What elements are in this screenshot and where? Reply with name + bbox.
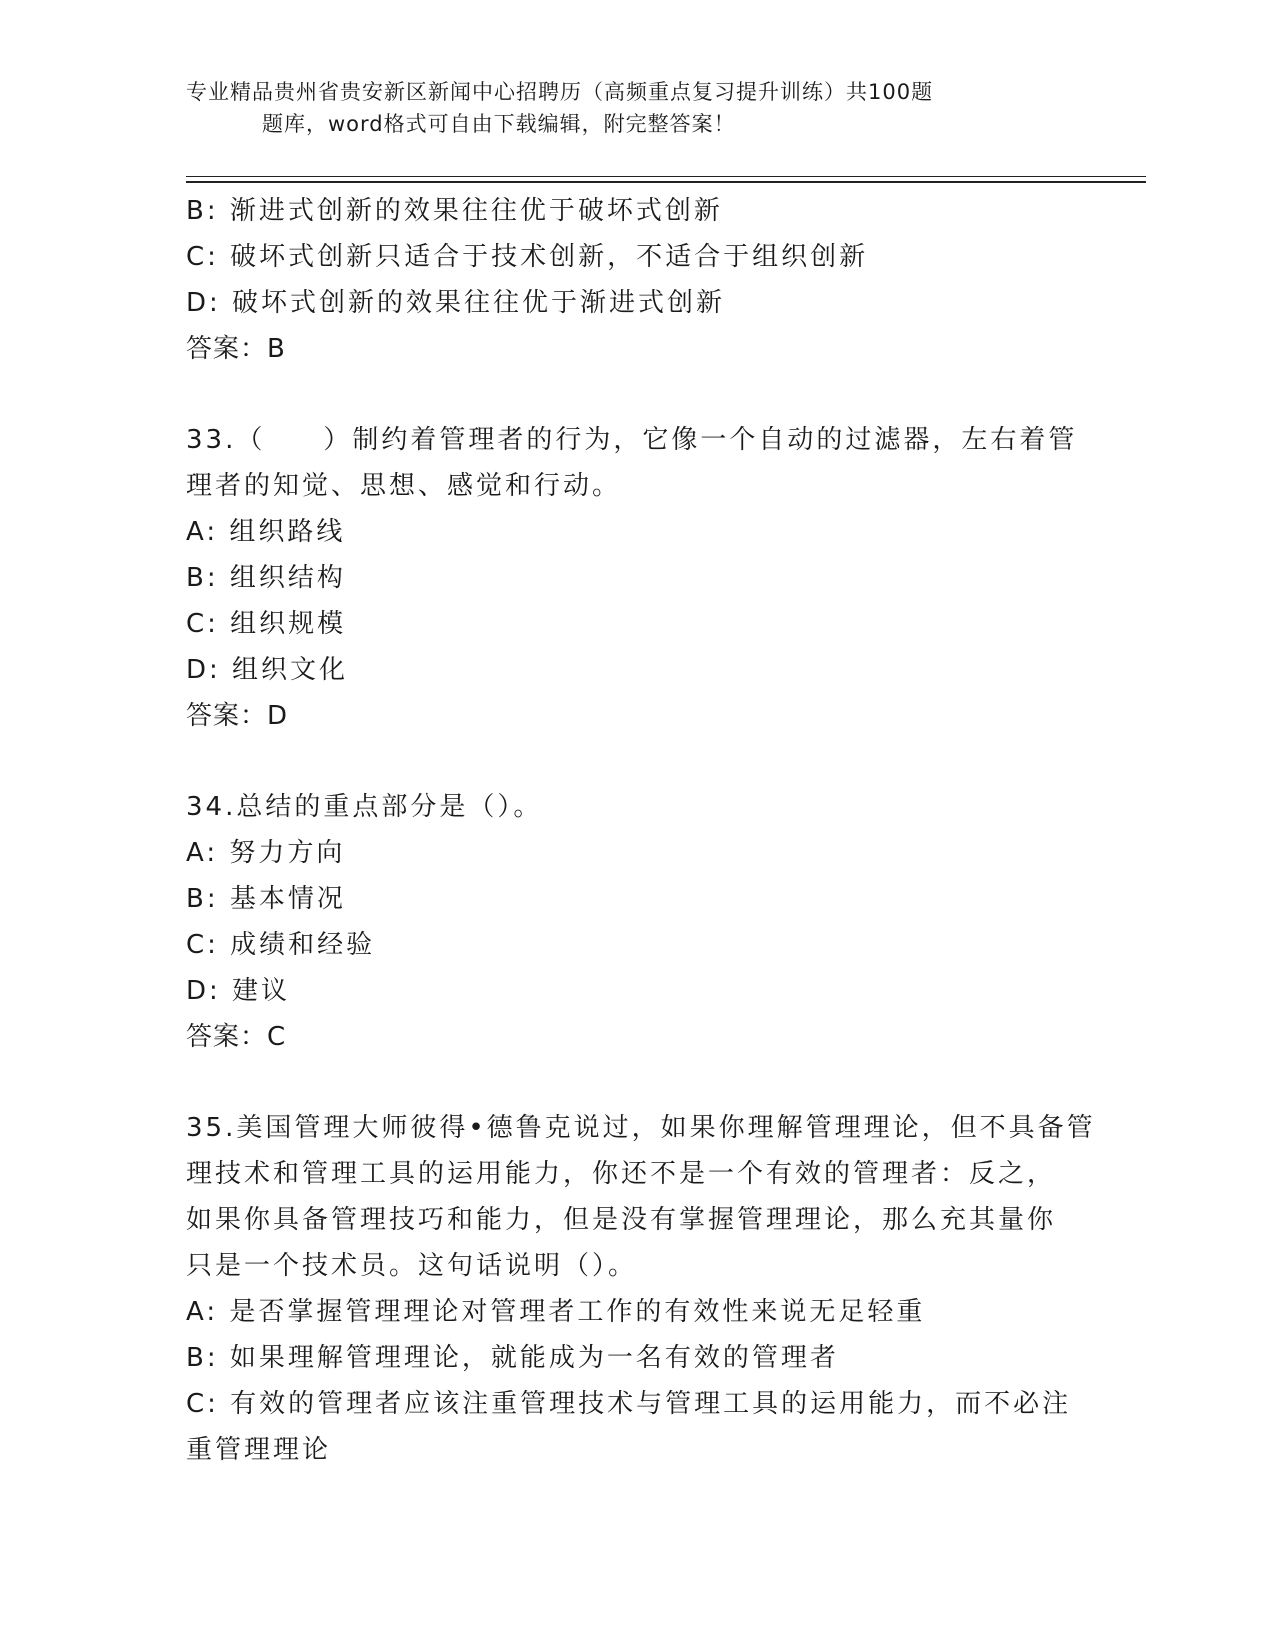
question-34 [186, 784, 1086, 1060]
question-32 [186, 188, 1086, 372]
question-stem-line: 理技术和管理工具的运用能力，你还不是一个有效的管理者：反之， [186, 1159, 1057, 1189]
answer: 答案：D [186, 701, 289, 731]
question-list [186, 188, 1096, 1473]
header-rule-thin [186, 176, 1146, 177]
header-rule-thick [186, 181, 1146, 183]
option-d: D: 组织文化 [186, 655, 349, 685]
header-title-line-1: 专业精品贵州省贵安新区新闻中心招聘历（高频重点复习提升训练）共100题 [186, 80, 934, 104]
question-stem-line: 理者的知觉、思想、感觉和行动。 [186, 471, 622, 501]
spacer [186, 1060, 1086, 1105]
question-stem-line: 如果你具备管理技巧和能力，但是没有掌握管理理论，那么充其量你 [186, 1205, 1057, 1235]
option-c: C: 破坏式创新只适合于技术创新，不适合于组织创新 [186, 242, 869, 272]
question-stem-line: 34.总结的重点部分是（）。 [186, 792, 543, 822]
option-d: D: 建议 [186, 976, 291, 1006]
spacer [186, 739, 1086, 784]
spacer [186, 372, 1086, 417]
option-a: A: 是否掌握管理理论对管理者工作的有效性来说无足轻重 [186, 1297, 926, 1327]
option-a: A: 努力方向 [186, 838, 346, 868]
option-d: D: 破坏式创新的效果往往优于渐进式创新 [186, 288, 726, 318]
answer: 答案：C [186, 1022, 287, 1052]
option-b: B: 基本情况 [186, 884, 346, 914]
option-b: B: 如果理解管理理论，就能成为一名有效的管理者 [186, 1343, 839, 1373]
answer: 答案：B [186, 334, 286, 364]
document-header [186, 76, 1086, 140]
option-c: C: 组织规模 [186, 609, 347, 639]
option-c: C: 有效的管理者应该注重管理技术与管理工具的运用能力，而不必注 [186, 1389, 1072, 1419]
option-c-continued: 重管理理论 [186, 1435, 332, 1465]
question-stem-line: 33.（ ）制约着管理者的行为，它像一个自动的过滤器，左右着管 [186, 425, 1078, 455]
question-35 [186, 1105, 1096, 1473]
option-b: B: 组织结构 [186, 563, 346, 593]
question-stem-line: 35.美国管理大师彼得•德鲁克说过，如果你理解管理理论，但不具备管 [186, 1113, 1096, 1143]
option-b: B: 渐进式创新的效果往往优于破坏式创新 [186, 196, 723, 226]
option-c: C: 成绩和经验 [186, 930, 376, 960]
header-title-line-2: 题库，word格式可自由下载编辑，附完整答案！ [262, 112, 736, 136]
question-stem-line: 只是一个技术员。这句话说明（）。 [186, 1251, 638, 1281]
question-33 [186, 417, 1086, 739]
option-a: A: 组织路线 [186, 517, 346, 547]
